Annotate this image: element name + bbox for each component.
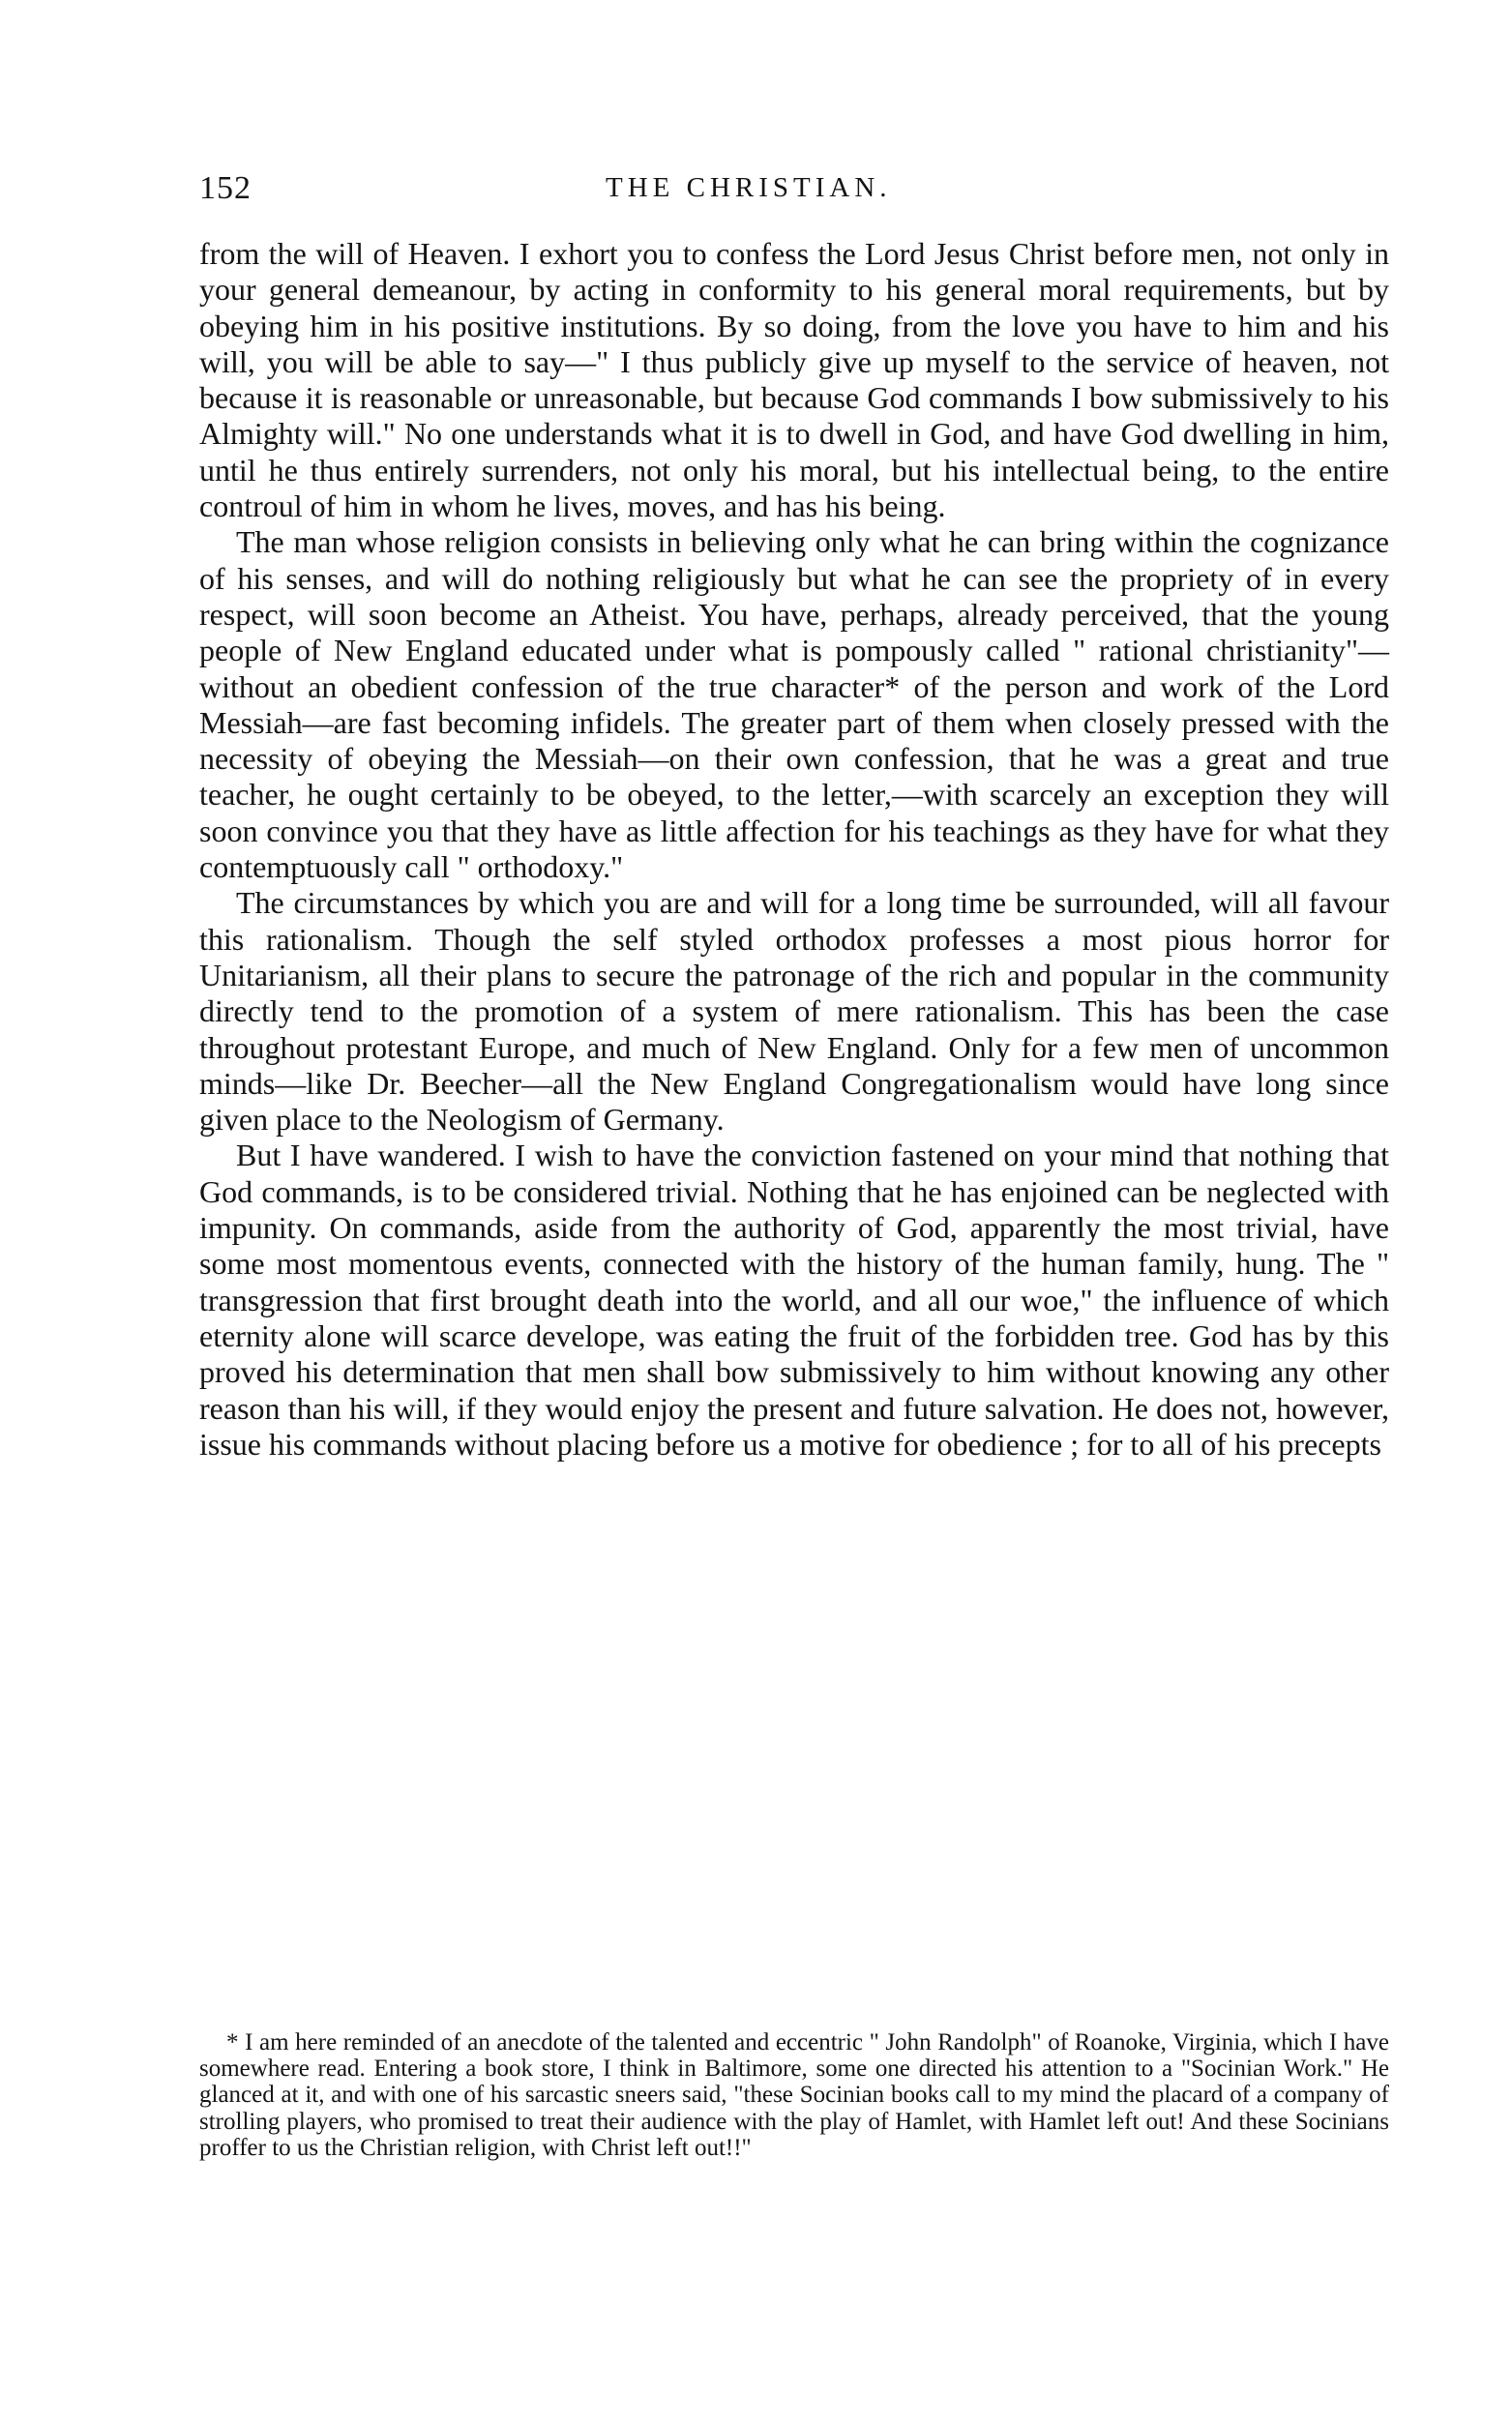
paragraph-1: from the will of Heaven. I exhort you to confess the Lord Jesus Christ before men, not only in your general demeanour, by acting in conformity to his general moral requirements, but by obeying him in his positive institutions. By so doing, from the love you have to him and his will, you will be able to say—" I thus publicly give up myself to the service of heaven, not because it is reasonable or unreasonable, but because God commands I bow submissively to his Almighty will." No one understands what it is to dwell in God, and have God dwelling in him, until he thus entirely surrenders, not only his moral, but his intellectual being, to the entire controul of him in whom he lives, moves, and has his being. <box>199 236 1389 524</box>
paragraph-4: But I have wandered. I wish to have the conviction fastened on your mind that nothing that God commands, is to be considered trivial. Nothing that he has enjoined can be neglected with impunity. On commands, aside from the authority of God, apparently the most trivial, have some most momentous events, connected with the history of the human family, hung. The " transgression that first brought death into the world, and all our woe," the influence of which eternity alone will scarce develope, was eating the fruit of the forbidden tree. God has by this proved his determination that men shall bow submissively to him without knowing any other reason than his will, if they would enjoy the present and future salvation. He does not, however, issue his commands without placing before us a motive for obedience ; for to all of his precepts <box>199 1138 1389 1462</box>
page-header <box>199 170 1389 219</box>
footnote-text: * I am here reminded of an anecdote of the talented and eccentric " John Randolph" of Roanoke, Virginia, which I have somewhere read. Entering a book store, I think in Baltimore, some one directed his attention to a "Socinian Work." He glanced at it, and with one of his sarcastic sneers said, "these Socinian books call to my mind the placard of a company of strolling players, who promised to treat their audience with the play of Hamlet, with Hamlet left out! And these Socinians proffer to us the Christian religion, with Christ left out!!" <box>199 2029 1389 2161</box>
running-head: THE CHRISTIAN. <box>606 172 892 203</box>
paragraph-3: The circumstances by which you are and will for a long time be surrounded, will all favour this rationalism. Though the self styled orthodox professes a most pious horror for Unitarianism, all their plans to secure the patronage of the rich and popular in the community directly tend to the promotion of a system of mere rationalism. This has been the case throughout protestant Europe, and much of New England. Only for a few men of uncommon minds—like Dr. Beecher—all the New England Congregationalism would have long since given place to the Neologism of Germany. <box>199 885 1389 1138</box>
main-text <box>199 236 1389 1463</box>
page-number: 152 <box>199 170 252 206</box>
paragraph-2: The man whose religion consists in believing only what he can bring within the cognizance of his senses, and will do nothing religiously but what he can see the propriety of in every respect, will soon become an Atheist. You have, perhaps, already perceived, that the young people of New England educated under what is pompously called " rational christianity"—without an obedient confession of the true character* of the person and work of the Lord Messiah—are fast becoming infidels. The greater part of them when closely pressed with the necessity of obeying the Messiah—on their own confession, that he was a great and true teacher, he ought certainly to be obeyed, to the letter,—with scarcely an exception they will soon convince you that they have as little affection for his teachings as they have for what they contemptuously call " orthodoxy." <box>199 524 1389 885</box>
footnote <box>199 2029 1389 2161</box>
